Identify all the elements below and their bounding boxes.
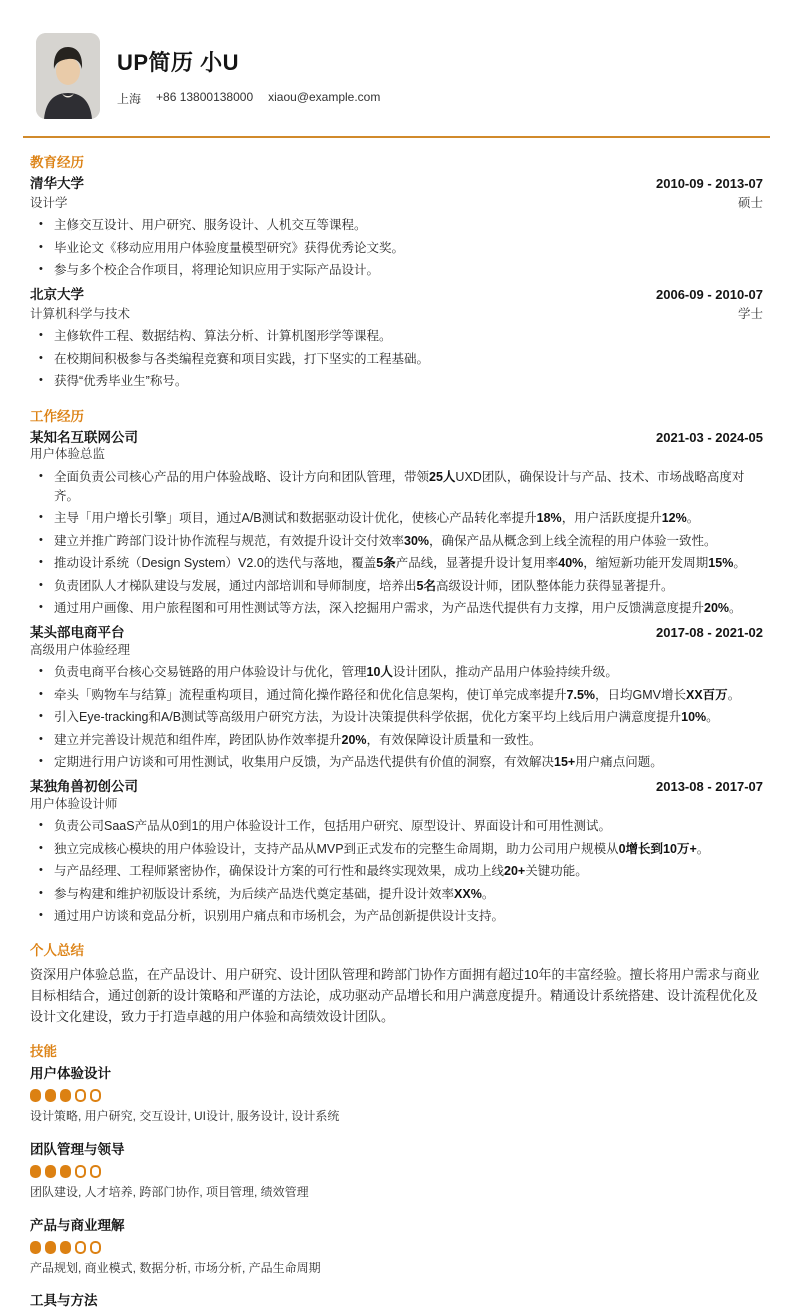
bullet-item: • 获得“优秀毕业生”称号。: [54, 372, 763, 391]
bullet-item: • 通过用户访谈和竞品分析，识别用户痛点和市场机会，为产品创新提供设计支持。: [54, 907, 763, 926]
bullet-list: [30, 468, 763, 619]
bullet-item: • 负责电商平台核心交易链路的用户体验设计与优化，管理10人设计团队，推动产品用户体验持续升级。: [54, 663, 763, 682]
job-title: 用户体验总监: [30, 447, 106, 462]
phone-text: +86 13800138000: [156, 89, 254, 104]
bullet-item: • 主修交互设计、用户研究、服务设计、人机交互等课程。: [54, 216, 763, 235]
email-text: xiaou@example.com: [268, 89, 381, 104]
company-name: 某知名互联网公司: [30, 429, 138, 445]
bullet-item: • 建立并完善设计规范和组件库，跨团队协作效率提升20%，有效保障设计质量和一致性。: [54, 731, 763, 750]
job-title: 高级用户体验经理: [30, 643, 131, 658]
skill-keywords: 团队建设, 人才培养, 跨部门协作, 项目管理, 绩效管理: [30, 1184, 309, 1199]
work-entry: [30, 779, 763, 926]
profile-photo-placeholder: [36, 33, 100, 119]
section-skills: [30, 1040, 763, 1309]
skill-keywords: 产品规划, 商业模式, 数据分析, 市场分析, 产品生命周期: [30, 1260, 321, 1275]
date-range: 2013-08 - 2017-07: [656, 779, 763, 795]
rating-dot-filled: [60, 1165, 71, 1178]
skill-name: 产品与商业理解: [30, 1217, 125, 1233]
bullet-item: • 通过用户画像、用户旅程图和可用性测试等方法，深入挖掘用户需求，为产品迭代提供有力支撑，用户反馈满意度提升20%。: [54, 599, 763, 618]
skill-item: [30, 1289, 763, 1309]
work-entry: [30, 625, 763, 772]
work-entry: [30, 430, 763, 619]
section-work: [30, 405, 763, 927]
bullet-item: • 定期进行用户访谈和可用性测试，收集用户反馈，为产品迭代提供有价值的洞察，有效解决15+用户痛点问题。: [54, 753, 763, 772]
date-range: 2006-09 - 2010-07: [656, 287, 763, 303]
section-title-summary: 个人总结: [30, 943, 84, 959]
header-divider: [23, 136, 770, 138]
location-text: 上海: [117, 91, 142, 106]
bullet-item: • 负责团队人才梯队建设与发展，通过内部培训和导师制度，培养出5名高级设计师，团队整体能力获得显著提升。: [54, 577, 763, 596]
bullet-item: • 负责公司SaaS产品从0到1的用户体验设计工作，包括用户研究、原型设计、界面设计和可用性测试。: [54, 817, 763, 836]
skill-name: 工具与方法: [30, 1293, 98, 1309]
bullet-item: • 推动设计系统（Design System）V2.0的迭代与落地，覆盖5条产品线，显著提升设计复用率40%，缩短新功能开发周期15%。: [54, 554, 763, 573]
bullet-item: • 独立完成核心模块的用户体验设计，支持产品从MVP到正式发布的完整生命周期，助力公司用户规模从0增长到10万+。: [54, 840, 763, 859]
rating-dot-filled: [60, 1241, 71, 1254]
rating-dot-filled: [30, 1241, 41, 1254]
company-name: 某独角兽初创公司: [30, 779, 138, 795]
bullet-item: • 全面负责公司核心产品的用户体验战略、设计方向和团队管理，带领25人UXD团队，确保设计与产品、技术、市场战略高度对齐。: [54, 468, 763, 507]
section-education: [30, 151, 763, 392]
candidate-name: UP简历 小U: [117, 49, 240, 75]
rating-dot-filled: [45, 1165, 56, 1178]
rating-dot-filled: [60, 1089, 71, 1102]
bullet-item: • 主导「用户增长引擎」项目，通过A/B测试和数据驱动设计优化，使核心产品转化率提升18%，用户活跃度提升12%。: [54, 509, 763, 528]
school-name: 北京大学: [30, 287, 84, 303]
section-title-work: 工作经历: [30, 408, 84, 424]
bullet-item: • 引入Eye-tracking和A/B测试等高级用户研究方法，为设计决策提供科学依据，优化方案平均上线后用户满意度提升10%。: [54, 708, 763, 727]
education-entry: [30, 176, 763, 280]
rating-dot-filled: [30, 1089, 41, 1102]
bullet-item: • 参与多个校企合作项目，将理论知识应用于实际产品设计。: [54, 261, 763, 280]
degree-label: 学士: [737, 307, 763, 322]
skill-keywords: 设计策略, 用户研究, 交互设计, UI设计, 服务设计, 设计系统: [30, 1109, 340, 1124]
resume-header: [30, 33, 763, 119]
skill-item: [30, 1062, 763, 1125]
skill-rating-dots: [30, 1241, 763, 1254]
skill-rating-dots: [30, 1165, 763, 1178]
skill-name: 用户体验设计: [30, 1066, 111, 1082]
job-title: 用户体验设计师: [30, 797, 118, 812]
major-name: 计算机科学与技术: [30, 307, 131, 322]
header-info: [117, 46, 380, 107]
contact-row: [117, 90, 380, 107]
bullet-item: • 牵头「购物车与结算」流程重构项目，通过简化操作路径和优化信息架构，使订单完成率提升7.5%，日均GMV增长XX百万。: [54, 686, 763, 705]
education-entry: [30, 287, 763, 391]
summary-text: 资深用户体验总监，在产品设计、用户研究、设计团队管理和跨部门协作方面拥有超过10年的丰富经验。擅长将用户需求与商业目标相结合，通过创新的设计策略和严谨的方法论，成功驱动产品增长和用户满意度提升。精通设计系统搭建、设计流程优化及设计文化建设，致力于打造卓越的用户体验和高绩效设计团队。: [30, 967, 760, 1025]
date-range: 2010-09 - 2013-07: [656, 176, 763, 191]
degree-label: 硕士: [737, 195, 763, 210]
rating-dot-filled: [30, 1165, 41, 1178]
bullet-item: • 在校期间积极参与各类编程竞赛和项目实践，打下坚实的工程基础。: [54, 350, 763, 369]
bullet-item: • 参与构建和维护初版设计系统，为后续产品迭代奠定基础，提升设计效率XX%。: [54, 885, 763, 904]
bullet-list: [30, 663, 763, 772]
school-name: 清华大学: [30, 176, 84, 191]
rating-dot-filled: [45, 1241, 56, 1254]
rating-dot-empty: [90, 1165, 101, 1178]
skill-item: [30, 1138, 763, 1201]
skill-item: [30, 1214, 763, 1277]
bullet-item: • 与产品经理、工程师紧密协作，确保设计方案的可行性和最终实现效果，成功上线20+关键功能。: [54, 862, 763, 881]
bullet-list: [30, 216, 763, 280]
bullet-item: • 建立并推广跨部门设计协作流程与规范，有效提升设计交付效率30%，确保产品从概念到上线全流程的用户体验一致性。: [54, 532, 763, 551]
section-summary: [30, 939, 763, 1027]
section-title-education: 教育经历: [30, 155, 84, 170]
bullet-list: [30, 817, 763, 926]
bullet-list: [30, 327, 763, 391]
date-range: 2017-08 - 2021-02: [656, 625, 763, 641]
company-name: 某头部电商平台: [30, 625, 125, 641]
bullet-item: • 毕业论文《移动应用用户体验度量模型研究》获得优秀论文奖。: [54, 239, 763, 258]
profile-photo: [36, 33, 100, 119]
date-range: 2021-03 - 2024-05: [656, 429, 763, 445]
skill-rating-dots: [30, 1089, 763, 1102]
section-title-skills: 技能: [30, 1044, 57, 1060]
rating-dot-empty: [90, 1089, 101, 1102]
rating-dot-filled: [45, 1089, 56, 1102]
rating-dot-empty: [75, 1089, 86, 1102]
bullet-item: • 主修软件工程、数据结构、算法分析、计算机图形学等课程。: [54, 327, 763, 346]
rating-dot-empty: [90, 1241, 101, 1254]
rating-dot-empty: [75, 1165, 86, 1178]
major-name: 设计学: [30, 195, 68, 210]
rating-dot-empty: [75, 1241, 86, 1254]
skill-name: 团队管理与领导: [30, 1141, 125, 1157]
